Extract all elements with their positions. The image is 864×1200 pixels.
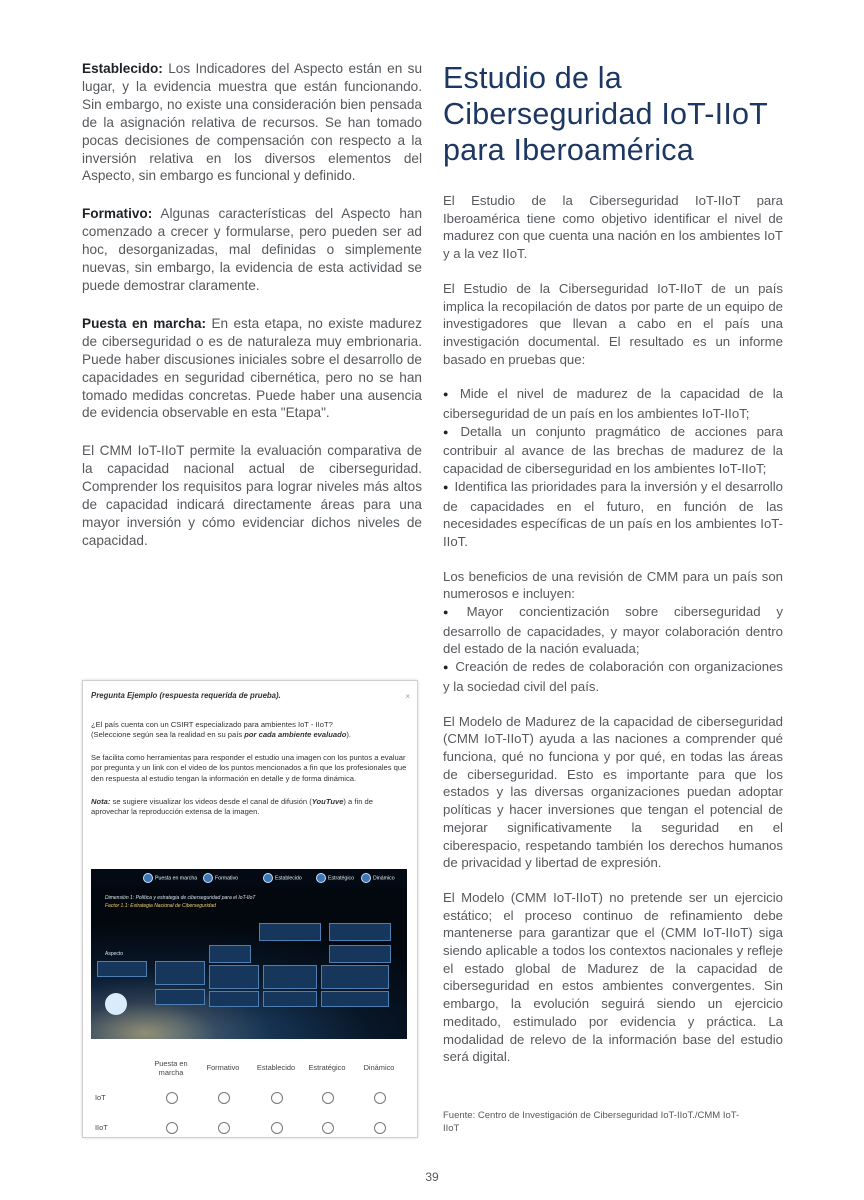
level-established-label: Establecido:	[82, 61, 163, 76]
logo-icon	[105, 993, 127, 1015]
radio-iot-dynamic[interactable]	[374, 1092, 386, 1104]
image-text-box	[97, 961, 147, 977]
radio-iiot-startup[interactable]	[166, 1122, 178, 1134]
stage-dot-icon	[316, 873, 326, 883]
image-aspect-label: Aspecto	[105, 951, 124, 957]
stage-dot-icon	[143, 873, 153, 883]
stage-dot-icon	[203, 873, 213, 883]
radio-iot-formative[interactable]	[218, 1092, 230, 1104]
column-header: Establecido	[256, 1063, 296, 1072]
stage-dot-icon	[361, 873, 371, 883]
level-formative-label: Formativo:	[82, 206, 153, 222]
column-header: Dinámico	[363, 1063, 395, 1072]
image-nav-item: Establecido	[263, 873, 302, 884]
column-header: Puesta en marcha	[154, 1059, 188, 1077]
stage-dot-icon	[263, 873, 273, 883]
image-text-box	[209, 991, 259, 1007]
image-nav-bar	[91, 869, 407, 887]
right-column	[443, 60, 783, 1083]
radio-iot-strategic[interactable]	[322, 1092, 334, 1104]
image-text-box	[209, 965, 259, 989]
image-text-box	[329, 923, 391, 941]
model-evolution-paragraph: El Modelo (CMM IoT-IIoT) no pretende ser un ejercicio estático; el proceso continuo de refinamiento debe mantenerse para garantizar que el (CMM IoT-IIoT) siga siendo aplicable a todos los contextos nacionales y refleje el estado global de Madurez de la capacidad de ciberseguridad en estos ambientes convergentes. Sin embargo, la evolución seguirá siendo un ejercicio meditado, estimulado por evidencia y práctica. La modalidad de relevo de la información base del estudio será digital.	[443, 889, 783, 1065]
image-factor-label: Factor 1.1: Estrategia Nacional de Ciberseguridad	[105, 903, 216, 909]
image-text-box	[259, 923, 321, 941]
image-nav-item: Formativo	[203, 873, 238, 884]
question-instruction: (Seleccione según sea la realidad en su país	[91, 730, 245, 740]
question-instruction-end: ).	[346, 730, 352, 740]
study-paragraph: El Estudio de la Ciberseguridad IoT-IIoT de un país implica la recopilación de datos por parte de un equipo de investigadores que llevan a cabo en el país una investigación documental. El resultado es un informe basado en pruebas que:	[443, 280, 783, 367]
image-text-box	[209, 945, 251, 963]
radio-iiot-dynamic[interactable]	[374, 1122, 386, 1134]
benefits-paragraph: Los beneficios de una revisión de CMM para un país son numerosos e incluyen:	[443, 568, 783, 602]
image-text-box	[263, 991, 317, 1007]
close-icon: ×	[405, 692, 410, 701]
maturity-model-image[interactable]	[91, 869, 407, 1039]
image-nav-item: Estratégico	[316, 873, 354, 884]
radio-iiot-formative[interactable]	[218, 1122, 230, 1134]
radio-iiot-established[interactable]	[271, 1122, 283, 1134]
image-text-box	[329, 945, 391, 963]
sample-question-screenshot	[82, 680, 418, 1138]
level-formative-paragraph	[82, 205, 422, 295]
image-text-box	[263, 965, 317, 989]
list-item: ● Creación de redes de colaboración con organizaciones y la sociedad civil del país.	[443, 658, 783, 695]
list-item: ● Identifica las prioridades para la inversión y el desarrollo de capacidades en el futuro, en función de las necesidades específicas de un país en los ambientes IoT-IIoT.	[443, 478, 783, 551]
image-text-box	[155, 961, 205, 985]
source-caption: Fuente: Centro de Investigación de Ciberseguridad IoT-IIoT./CMM IoT-IIoT	[443, 1110, 740, 1134]
left-column	[82, 60, 422, 570]
note-label: Nota:	[91, 796, 111, 806]
row-label-iot: IoT	[95, 1093, 106, 1102]
question-line: ¿El país cuenta con un CSIRT especializado para ambientes IoT - IIoT?	[91, 719, 333, 729]
cmm-summary-paragraph: El CMM IoT-IIoT permite la evaluación comparativa de la capacidad nacional actual de ciberseguridad. Comprender los requisitos para lograr niveles más altos de capacidad indicará directamente áreas para una mayor inversión y cómo evidenciar dichos niveles de capacidad.	[82, 443, 422, 548]
page-number: 39	[425, 1170, 439, 1184]
image-text-box	[155, 989, 205, 1005]
column-header: Formativo	[206, 1063, 240, 1072]
intro-paragraph: El Estudio de la Ciberseguridad IoT-IIoT para Iberoamérica tiene como objetivo identificar el nivel de madurez con que cuenta una nación en los ambientes IoT y a la vez IIoT.	[443, 193, 783, 262]
note-body: se sugiere visualizar los videos desde el canal de difusión (	[110, 796, 312, 806]
results-list	[443, 385, 783, 550]
list-item: ● Detalla un conjunto pragmático de acciones para contribuir al avance de las brechas de madurez de la capacidad de ciberseguridad en los ambientes IoT-IIoT;	[443, 423, 783, 478]
list-item: ● Mide el nivel de madurez de la capacidad de la ciberseguridad de un país en los ambientes IoT-IIoT;	[443, 385, 783, 422]
image-dimension-label: Dimensión 1: Política y estrategia de ciberseguridad para el IoT-IIoT	[105, 895, 256, 901]
tools-info: Se facilita como herramientas para responder el estudio una imagen con los puntos a evaluar por pregunta y un link con el video de los puntos mencionados a fin que los profesionales que den respuesta al estudio tengan la información en detalle y de forma dinámica.	[91, 752, 407, 783]
list-item: ● Mayor concientización sobre ciberseguridad y desarrollo de capacidades, y mayor colaboración dentro del estado de la nación evaluada;	[443, 603, 783, 658]
radio-iot-established[interactable]	[271, 1092, 283, 1104]
note-body-end: ) a fin de aprovechar la reproducción extensa de la imagen.	[91, 796, 373, 817]
level-established-paragraph	[82, 60, 422, 185]
level-startup-text: En esta etapa, no existe madurez de ciberseguridad o es de naturaleza muy embrionaria. Puede haber discusiones iniciales sobre el desarrollo de capacidades en seguridad cibernética, pero no se han tomado medidas concretas. Puede haber una ausencia de evidencia observable en esta "Etapa".	[82, 315, 422, 421]
level-startup-paragraph	[82, 315, 422, 422]
radio-iiot-strategic[interactable]	[322, 1122, 334, 1134]
note-channel: YouTuve	[311, 796, 344, 806]
question-text	[91, 720, 409, 741]
level-established-text: Los Indicadores del Aspecto están en su lugar, y la evidencia muestra que están funcionando. Sin embargo, no existe una consideración bien pensada de la asignación relativa de recursos. Se han tomado pocas decisiones de compensación con respecto a la inversión relativa en los diversos elementos del Aspecto, sin embargo es funcional y definido.	[82, 61, 422, 184]
section-title: Estudio de la Ciberseguridad IoT-IIoT para Iberoamérica	[443, 61, 768, 167]
image-text-box	[321, 965, 389, 989]
column-header: Estratégico	[308, 1063, 346, 1072]
note-text	[91, 797, 409, 818]
question-instruction-emphasis: por cada ambiente evaluado	[244, 730, 347, 740]
level-formative-text: Algunas características del Aspecto han comenzado a crecer y formularse, pero pueden ser ad hoc, desorganizadas, mal definidas o simplemente nuevas, sin embargo, la evidencia de esta actividad se puede demostrar claramente.	[82, 206, 422, 293]
radio-iot-startup[interactable]	[166, 1092, 178, 1104]
question-title: Pregunta Ejemplo (respuesta requerida de prueba).	[91, 691, 281, 700]
model-paragraph: El Modelo de Madurez de la capacidad de ciberseguridad (CMM IoT-IIoT) ayuda a las naciones a comprender qué funciona, qué no funciona y por qué, en todas las áreas de ciberseguridad. Esto es importante para que los estados y las diversas organizaciones puedan adoptar políticas y hacer inversiones que tengan el potencial de mejorar significativamente la seguridad en el ciberespacio, respetando también los derechos humanos de privacidad y libertad de expresión.	[443, 713, 783, 871]
benefits-list	[443, 603, 783, 696]
image-nav-item: Dinámico	[361, 873, 395, 884]
row-label-iiot: IIoT	[95, 1123, 108, 1132]
image-text-box	[321, 991, 389, 1007]
level-startup-label: Puesta en marcha:	[82, 315, 207, 331]
image-nav-item: Puesta en marcha	[143, 873, 197, 884]
